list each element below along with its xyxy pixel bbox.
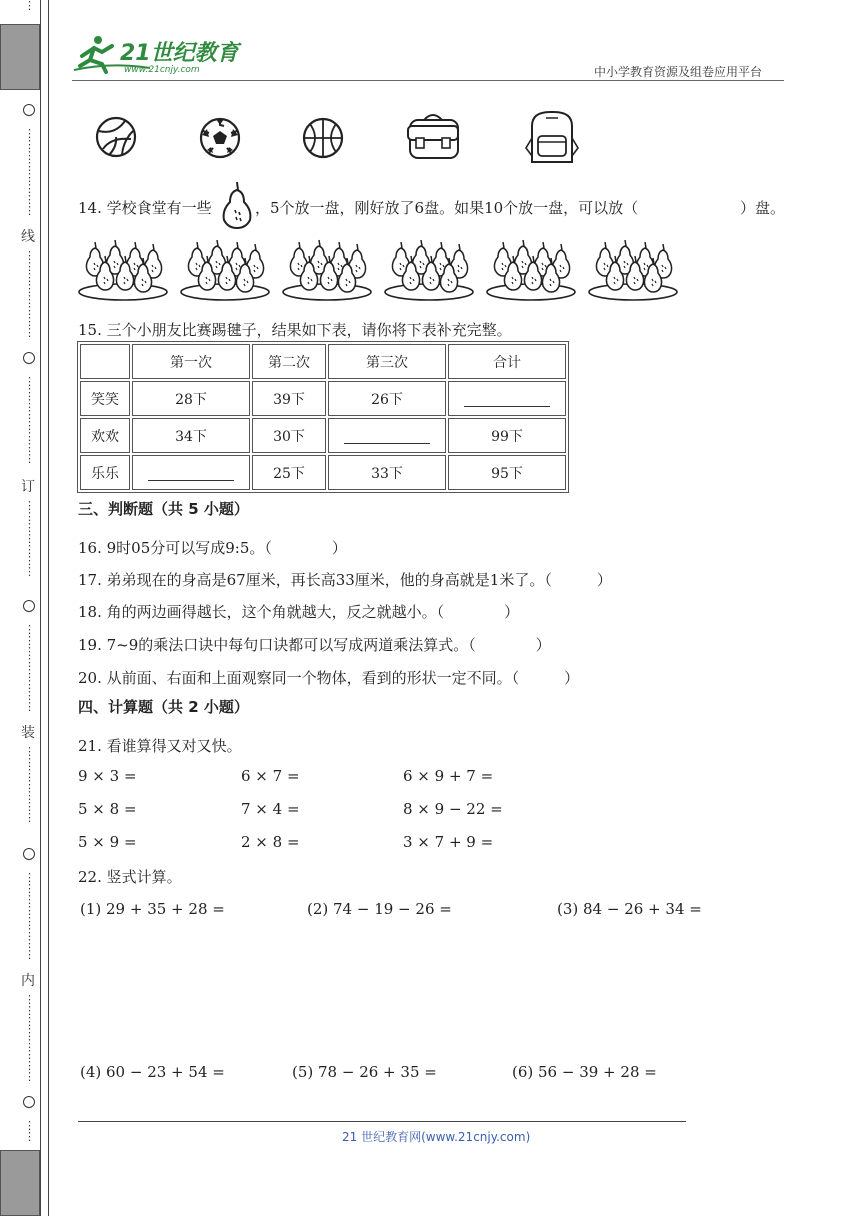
- oral-calc: 3 × 7 + 9 =: [403, 833, 494, 851]
- q14-text-after: ，5个放一盘，刚好放了6盘。如果10个放一盘，可以放（: [255, 199, 639, 217]
- question-18: 18. 角的两边画得越长，这个角就越大，反之就越小。（ ）: [78, 603, 520, 621]
- margin-char: 装: [21, 725, 35, 741]
- pear-plate: [179, 236, 271, 302]
- dotted-line: ⋮ ⋮: [24, 1119, 35, 1143]
- platform-name: 中小学教育资源及组卷应用平台: [594, 65, 763, 79]
- table-row: [80, 455, 566, 490]
- dotted-line: ⋮ ⋮ ⋮ ⋮ ⋮ ⋮ ⋮ ⋮: [24, 127, 35, 217]
- svg-text:21世纪教育: 21世纪教育: [120, 41, 239, 66]
- table-header-cell: 第一次: [132, 344, 250, 379]
- oral-calc: 9 × 3 =: [78, 767, 137, 785]
- header-rule: [72, 80, 784, 81]
- dotted-line: ⋮ ⋮ ⋮ ⋮ ⋮ ⋮ ⋮ ⋮: [24, 623, 35, 713]
- table-cell: 乐乐: [80, 455, 130, 490]
- margin-gray-block: [0, 1150, 40, 1216]
- table-cell: 30下: [252, 418, 326, 453]
- table-cell: 95下: [448, 455, 566, 490]
- margin-line: [48, 0, 49, 1216]
- table-cell: 39下: [252, 381, 326, 416]
- pear-plate: [485, 236, 577, 302]
- section-3-title: 三、判断题（共 5 小题）: [78, 500, 249, 518]
- q14-text-before: 14. 学校食堂有一些: [78, 199, 212, 217]
- question-17: 17. 弟弟现在的身高是67厘米，再长高33厘米，他的身高就是1米了。（ ）: [78, 571, 612, 589]
- pear-plate: [77, 236, 169, 302]
- table-cell: 28下: [132, 381, 250, 416]
- question-21: 21. 看谁算得又对又快。: [78, 737, 242, 755]
- dotted-line: ⋮ ⋮ ⋮ ⋮ ⋮ ⋮ ⋮ ⋮: [24, 993, 35, 1083]
- margin-circle: [23, 352, 35, 364]
- margin-char: 订: [21, 479, 35, 495]
- q14-text-end: ）盘。: [740, 199, 786, 217]
- table-row: [80, 381, 566, 416]
- oral-calc: 7 × 4 =: [241, 800, 300, 818]
- question-14: [78, 197, 212, 218]
- question-22: 22. 竖式计算。: [78, 868, 182, 886]
- pear-icon: [220, 180, 254, 234]
- oral-calc: 6 × 7 =: [241, 767, 300, 785]
- table-header-cell: 合计: [448, 344, 566, 379]
- table-cell: 25下: [252, 455, 326, 490]
- dotted-line: ⋮ ⋮ ⋮ ⋮ ⋮ ⋮ ⋮ ⋮: [24, 871, 35, 961]
- oral-calc: 2 × 8 =: [241, 833, 300, 851]
- margin-circle: [23, 1096, 35, 1108]
- answer-blank[interactable]: [148, 466, 234, 481]
- vertical-calc: (1) 29 + 35 + 28 =: [80, 900, 225, 918]
- table-cell: 笑笑: [80, 381, 130, 416]
- margin-gray-block: [0, 24, 40, 90]
- binding-margin: [0, 0, 50, 1216]
- table-cell: 99下: [448, 418, 566, 453]
- dotted-line: ⋮ ⋮ ⋮ ⋮ ⋮ ⋮ ⋮ ⋮: [24, 249, 35, 339]
- basketball-icon: [302, 117, 344, 163]
- question-19: 19. 7~9的乘法口诀中每句口诀都可以写成两道乘法算式。（ ）: [78, 636, 551, 654]
- pear-plate: [587, 236, 679, 302]
- pear-plate: [281, 236, 373, 302]
- oral-calc: 5 × 8 =: [78, 800, 137, 818]
- table-cell: 34下: [132, 418, 250, 453]
- backpack-icon: [524, 108, 580, 170]
- answer-blank-cell[interactable]: [132, 455, 250, 490]
- pear-plate: [383, 236, 475, 302]
- soccer-ball-icon: [199, 117, 241, 163]
- dotted-line: ⋮: [24, 0, 35, 12]
- vertical-calc: (5) 78 − 26 + 35 =: [292, 1063, 437, 1081]
- answer-blank-cell[interactable]: [448, 381, 566, 416]
- footer-rule: [78, 1121, 686, 1122]
- margin-circle: [23, 104, 35, 116]
- table-cell: 26下: [328, 381, 446, 416]
- margin-char: 线: [21, 229, 35, 245]
- table-cell: 33下: [328, 455, 446, 490]
- schoolbag-icon: [404, 110, 462, 166]
- margin-char: 内: [21, 973, 35, 989]
- question-16: 16. 9时05分可以写成9:5。（ ）: [78, 539, 347, 557]
- dotted-line: ⋮ ⋮ ⋮ ⋮ ⋮ ⋮ ⋮ ⋮: [24, 375, 35, 465]
- vertical-calc: (6) 56 − 39 + 28 =: [512, 1063, 657, 1081]
- dotted-line: ⋮ ⋮ ⋮ ⋮ ⋮ ⋮ ⋮: [24, 745, 35, 824]
- vertical-calc: (4) 60 − 23 + 54 =: [80, 1063, 225, 1081]
- volleyball-icon: [95, 115, 137, 163]
- oral-calc: 5 × 9 =: [78, 833, 137, 851]
- svg-text:www.21cnjy.com: www.21cnjy.com: [124, 65, 200, 75]
- answer-blank[interactable]: [344, 429, 430, 444]
- oral-calc: 6 × 9 + 7 =: [403, 767, 494, 785]
- score-table: [77, 341, 569, 493]
- answer-blank[interactable]: [464, 392, 550, 407]
- question-15: 15. 三个小朋友比赛踢毽子，结果如下表，请你将下表补充完整。: [78, 321, 512, 339]
- margin-line: [40, 0, 41, 1216]
- margin-circle: [23, 848, 35, 860]
- vertical-calc: (2) 74 − 19 − 26 =: [307, 900, 452, 918]
- table-cell: 欢欢: [80, 418, 130, 453]
- table-header-cell: 第三次: [328, 344, 446, 379]
- table-row: [80, 418, 566, 453]
- vertical-calc: (3) 84 − 26 + 34 =: [557, 900, 702, 918]
- section-4-title: 四、计算题（共 2 小题）: [78, 698, 249, 716]
- table-header-cell: 第二次: [252, 344, 326, 379]
- question-20: 20. 从前面、右面和上面观察同一个物体，看到的形状一定不同。（ ）: [78, 669, 580, 687]
- footer-text: 21 世纪教育网(www.21cnjy.com): [342, 1130, 531, 1144]
- dotted-line: ⋮ ⋮ ⋮ ⋮ ⋮ ⋮ ⋮: [24, 499, 35, 578]
- answer-blank-cell[interactable]: [328, 418, 446, 453]
- site-logo: [72, 34, 252, 76]
- table-header-row: [80, 344, 566, 379]
- oral-calc: 8 × 9 − 22 =: [403, 800, 503, 818]
- margin-circle: [23, 600, 35, 612]
- table-header-cell: [80, 344, 130, 379]
